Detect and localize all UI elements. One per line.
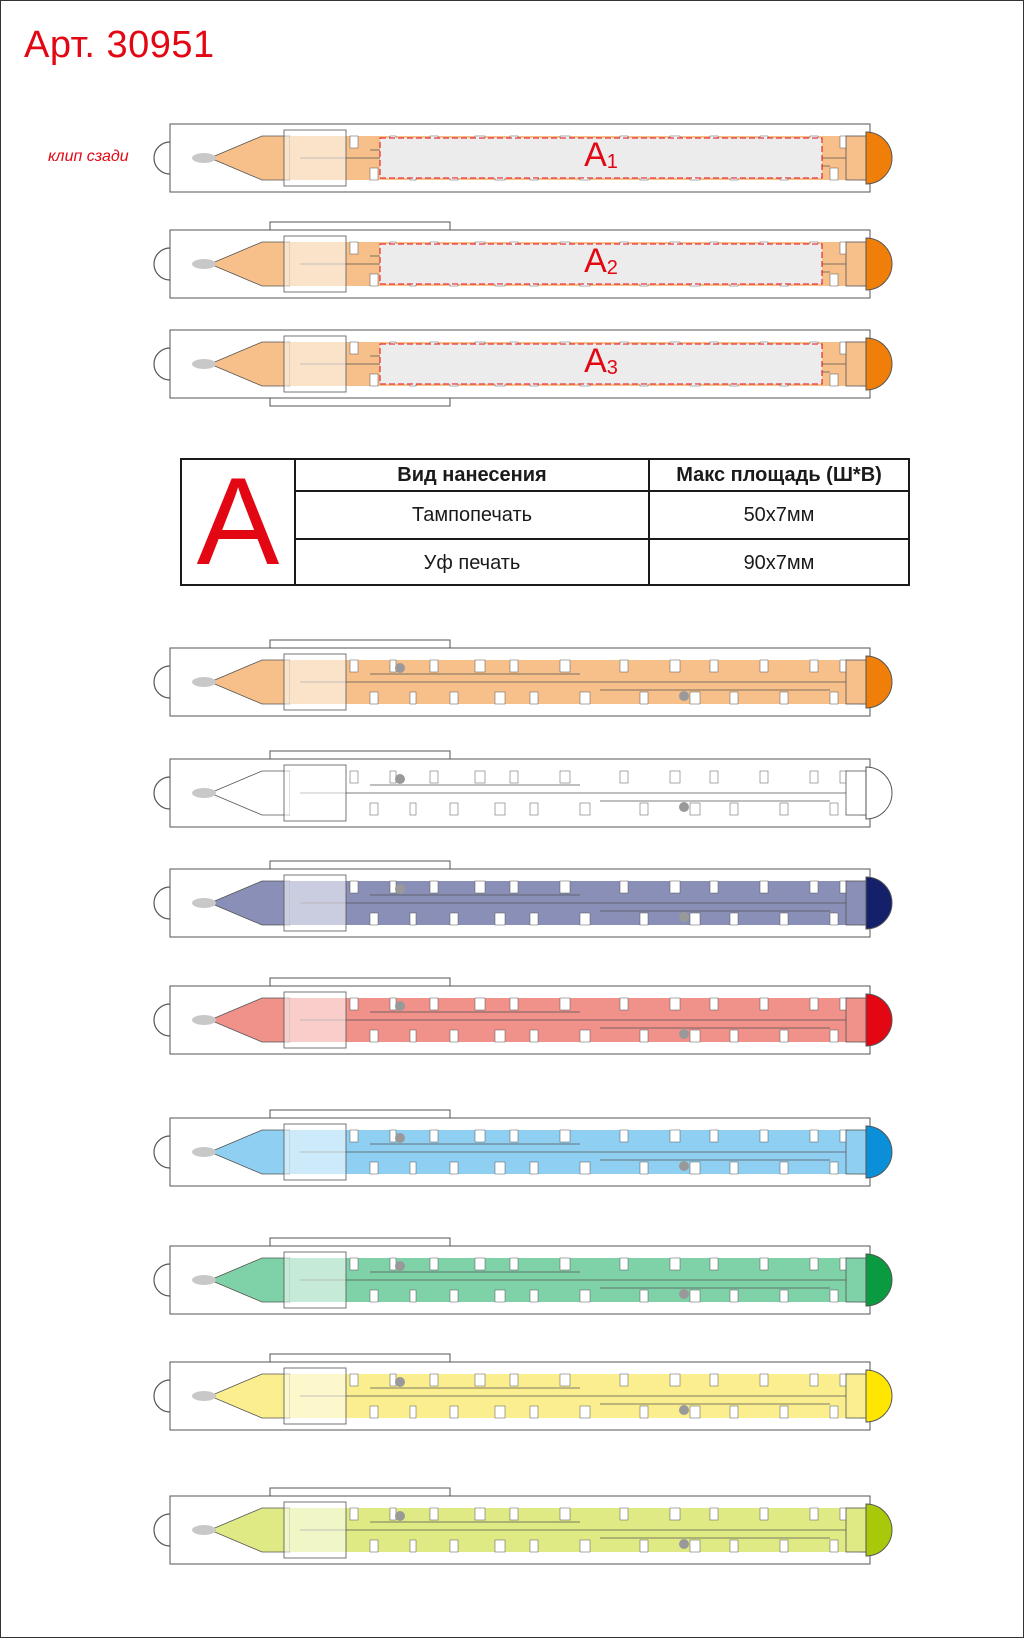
maze-gap — [495, 1290, 505, 1302]
pen-variant-yellow — [150, 1344, 940, 1448]
maze-gap — [530, 1406, 538, 1418]
maze-gap — [510, 1508, 518, 1520]
maze-gap — [370, 168, 378, 180]
row-method-pad-print: Тампопечать — [296, 491, 649, 539]
maze-gap — [710, 1258, 718, 1270]
pen-clip — [270, 398, 450, 406]
pen-print-area-2 — [150, 212, 940, 316]
pen-grip-window — [284, 336, 346, 392]
pen-print-area-1 — [150, 106, 940, 210]
maze-gap — [730, 803, 738, 815]
maze-gap — [830, 692, 838, 704]
pen-end-loop — [154, 666, 170, 698]
maze-gap — [640, 913, 648, 925]
pen-clip — [270, 861, 450, 869]
maze-gap — [430, 660, 438, 672]
pen-end-loop — [154, 142, 170, 174]
maze-gap — [620, 881, 628, 893]
pen-end-loop — [154, 887, 170, 919]
maze-ball — [679, 691, 689, 701]
maze-gap — [475, 1374, 485, 1386]
maze-gap — [410, 913, 416, 925]
maze-gap — [730, 1290, 738, 1302]
print-method-table — [180, 453, 910, 591]
maze-gap — [510, 1130, 518, 1142]
print-area-label-3: $A_3$ — [584, 342, 618, 380]
pen-tip — [192, 788, 216, 798]
maze-ball — [679, 1405, 689, 1415]
maze-gap — [450, 1030, 458, 1042]
maze-gap — [730, 913, 738, 925]
maze-gap — [410, 1406, 416, 1418]
maze-gap — [430, 1258, 438, 1270]
maze-gap — [670, 1258, 680, 1270]
maze-gap — [830, 1030, 838, 1042]
maze-gap — [475, 660, 485, 672]
maze-gap — [430, 771, 438, 783]
maze-ball — [395, 884, 405, 894]
maze-gap — [450, 1290, 458, 1302]
pen-grip-window — [284, 992, 346, 1048]
maze-gap — [350, 660, 358, 672]
maze-gap — [410, 1030, 416, 1042]
maze-gap — [430, 1508, 438, 1520]
maze-gap — [730, 1030, 738, 1042]
maze-gap — [690, 1162, 700, 1174]
maze-gap — [830, 1540, 838, 1552]
pen-end-plug — [846, 660, 866, 704]
pen-tip — [192, 153, 216, 163]
maze-gap — [670, 1130, 680, 1142]
maze-gap — [690, 1406, 700, 1418]
maze-gap — [710, 998, 718, 1010]
pen-clip — [270, 222, 450, 230]
maze-gap — [450, 692, 458, 704]
maze-gap — [760, 1508, 768, 1520]
header-max-area: Макс площадь (Ш*В) — [649, 460, 908, 491]
maze-gap — [350, 881, 358, 893]
maze-gap — [620, 998, 628, 1010]
pen-cap — [866, 994, 892, 1046]
maze-gap — [410, 1290, 416, 1302]
pen-tip — [192, 1147, 216, 1157]
maze-gap — [560, 660, 570, 672]
maze-gap — [830, 1162, 838, 1174]
maze-gap — [780, 1290, 788, 1302]
maze-gap — [390, 660, 396, 672]
pen-tip — [192, 1391, 216, 1401]
maze-gap — [350, 136, 358, 148]
maze-gap — [580, 803, 590, 815]
maze-gap — [410, 803, 416, 815]
maze-ball — [395, 1377, 405, 1387]
maze-gap — [620, 771, 628, 783]
maze-gap — [350, 998, 358, 1010]
pen-variant-orange — [150, 630, 940, 734]
maze-gap — [780, 1162, 788, 1174]
pen-clip — [270, 1110, 450, 1118]
maze-gap — [430, 881, 438, 893]
maze-gap — [390, 1130, 396, 1142]
pen-tip — [192, 359, 216, 369]
maze-gap — [495, 913, 505, 925]
pen-cap — [866, 132, 892, 184]
clip-back-note: клип сзади — [48, 148, 129, 165]
maze-gap — [670, 1508, 680, 1520]
pen-grip-window — [284, 1368, 346, 1424]
maze-gap — [830, 374, 838, 386]
maze-gap — [780, 1540, 788, 1552]
pen-cap — [866, 338, 892, 390]
maze-gap — [730, 1540, 738, 1552]
pen-cap — [866, 238, 892, 290]
maze-gap — [450, 1162, 458, 1174]
maze-ball — [679, 802, 689, 812]
pen-cap — [866, 1370, 892, 1422]
maze-gap — [620, 1258, 628, 1270]
maze-gap — [640, 692, 648, 704]
maze-gap — [370, 374, 378, 386]
maze-gap — [640, 1162, 648, 1174]
article-title: Арт. 30951 — [24, 24, 215, 66]
maze-ball — [679, 1161, 689, 1171]
maze-gap — [780, 692, 788, 704]
pen-end-plug — [846, 242, 866, 286]
maze-gap — [370, 1162, 378, 1174]
maze-gap — [760, 1130, 768, 1142]
pen-grip-window — [284, 130, 346, 186]
maze-gap — [670, 1374, 680, 1386]
pen-end-loop — [154, 248, 170, 280]
maze-gap — [430, 1130, 438, 1142]
maze-gap — [560, 1130, 570, 1142]
maze-gap — [450, 803, 458, 815]
maze-gap — [670, 881, 680, 893]
maze-gap — [410, 1162, 416, 1174]
pen-end-loop — [154, 1380, 170, 1412]
pen-end-plug — [846, 1374, 866, 1418]
pen-end-loop — [154, 1264, 170, 1296]
pen-end-loop — [154, 777, 170, 809]
maze-gap — [530, 1290, 538, 1302]
pen-cap — [866, 877, 892, 929]
maze-gap — [495, 1162, 505, 1174]
maze-gap — [510, 660, 518, 672]
row-size-pad-print: 50x7мм — [649, 491, 908, 539]
area-letter: A — [182, 460, 296, 584]
maze-gap — [530, 1162, 538, 1174]
maze-gap — [780, 803, 788, 815]
maze-gap — [530, 692, 538, 704]
pen-end-loop — [154, 1136, 170, 1168]
pen-end-loop — [154, 1514, 170, 1546]
maze-gap — [350, 1508, 358, 1520]
pen-end-plug — [846, 771, 866, 815]
maze-gap — [530, 1030, 538, 1042]
maze-gap — [510, 1374, 518, 1386]
pen-print-area-3 — [150, 312, 940, 416]
maze-gap — [530, 1540, 538, 1552]
pen-end-plug — [846, 136, 866, 180]
maze-gap — [710, 660, 718, 672]
maze-gap — [475, 1130, 485, 1142]
maze-gap — [475, 1258, 485, 1270]
maze-gap — [370, 692, 378, 704]
maze-gap — [760, 998, 768, 1010]
pen-tip — [192, 259, 216, 269]
maze-gap — [640, 1030, 648, 1042]
maze-gap — [780, 1406, 788, 1418]
maze-gap — [495, 1406, 505, 1418]
maze-gap — [710, 771, 718, 783]
maze-gap — [810, 1258, 818, 1270]
maze-gap — [510, 1258, 518, 1270]
pen-clip — [270, 1488, 450, 1496]
pen-tip — [192, 1015, 216, 1025]
maze-gap — [350, 342, 358, 354]
maze-gap — [495, 1540, 505, 1552]
maze-gap — [530, 803, 538, 815]
pen-grip-window — [284, 236, 346, 292]
maze-gap — [710, 881, 718, 893]
maze-gap — [580, 1406, 590, 1418]
maze-gap — [530, 913, 538, 925]
maze-gap — [830, 803, 838, 815]
pen-grip-window — [284, 1124, 346, 1180]
pen-cap — [866, 1254, 892, 1306]
row-method-uv-print: Уф печать — [296, 539, 649, 586]
maze-gap — [510, 881, 518, 893]
maze-gap — [730, 1162, 738, 1174]
maze-gap — [350, 771, 358, 783]
maze-gap — [690, 803, 700, 815]
maze-gap — [640, 803, 648, 815]
maze-gap — [640, 1290, 648, 1302]
pen-grip-window — [284, 765, 346, 821]
maze-gap — [810, 1374, 818, 1386]
maze-gap — [390, 1374, 396, 1386]
pen-cap — [866, 1504, 892, 1556]
maze-gap — [370, 274, 378, 286]
pen-cap — [866, 767, 892, 819]
maze-gap — [810, 881, 818, 893]
maze-gap — [475, 881, 485, 893]
maze-gap — [830, 274, 838, 286]
maze-gap — [690, 1540, 700, 1552]
maze-gap — [495, 692, 505, 704]
print-area-label-2: $A_2$ — [584, 242, 618, 280]
maze-gap — [495, 1030, 505, 1042]
maze-gap — [390, 1258, 396, 1270]
maze-gap — [580, 692, 590, 704]
maze-gap — [690, 1030, 700, 1042]
maze-gap — [710, 1374, 718, 1386]
maze-gap — [670, 771, 680, 783]
method-table-grid — [296, 460, 908, 586]
pen-variant-white — [150, 741, 940, 845]
row-size-uv-print: 90x7мм — [649, 539, 908, 586]
maze-gap — [580, 913, 590, 925]
maze-gap — [620, 1374, 628, 1386]
maze-gap — [760, 1374, 768, 1386]
maze-ball — [679, 1289, 689, 1299]
maze-gap — [640, 1406, 648, 1418]
maze-gap — [780, 1030, 788, 1042]
pen-variant-navy — [150, 851, 940, 955]
maze-gap — [510, 998, 518, 1010]
pen-grip-window — [284, 875, 346, 931]
pen-grip-window — [284, 1252, 346, 1308]
maze-gap — [580, 1162, 590, 1174]
pen-end-plug — [846, 1258, 866, 1302]
pen-cap — [866, 1126, 892, 1178]
pen-variant-blue — [150, 1100, 940, 1204]
maze-gap — [370, 913, 378, 925]
maze-gap — [370, 1290, 378, 1302]
maze-gap — [780, 913, 788, 925]
maze-gap — [810, 1508, 818, 1520]
pen-tip — [192, 1275, 216, 1285]
header-method: Вид нанесения — [296, 460, 649, 491]
maze-gap — [620, 660, 628, 672]
maze-gap — [495, 803, 505, 815]
maze-gap — [670, 998, 680, 1010]
maze-gap — [730, 1406, 738, 1418]
maze-gap — [370, 1030, 378, 1042]
maze-gap — [710, 1130, 718, 1142]
pen-end-plug — [846, 998, 866, 1042]
maze-gap — [830, 1406, 838, 1418]
maze-gap — [690, 1290, 700, 1302]
maze-gap — [430, 998, 438, 1010]
maze-ball — [395, 663, 405, 673]
maze-gap — [350, 1374, 358, 1386]
maze-gap — [640, 1540, 648, 1552]
pen-clip — [270, 978, 450, 986]
maze-gap — [390, 1508, 396, 1520]
maze-ball — [395, 1133, 405, 1143]
pen-clip — [270, 1354, 450, 1362]
maze-gap — [620, 1130, 628, 1142]
maze-gap — [580, 1540, 590, 1552]
maze-gap — [390, 998, 396, 1010]
maze-gap — [670, 660, 680, 672]
pen-cap — [866, 656, 892, 708]
maze-gap — [410, 692, 416, 704]
maze-gap — [730, 692, 738, 704]
print-area-label-1: $A_1$ — [584, 136, 618, 174]
maze-gap — [760, 881, 768, 893]
pen-grip-window — [284, 654, 346, 710]
pen-clip — [270, 640, 450, 648]
maze-gap — [760, 1258, 768, 1270]
pen-end-plug — [846, 1130, 866, 1174]
maze-ball — [395, 774, 405, 784]
pen-end-plug — [846, 1508, 866, 1552]
pen-grip-window — [284, 1502, 346, 1558]
maze-gap — [760, 771, 768, 783]
maze-gap — [560, 1508, 570, 1520]
maze-gap — [430, 1374, 438, 1386]
maze-ball — [679, 1029, 689, 1039]
maze-gap — [370, 1406, 378, 1418]
maze-gap — [710, 1508, 718, 1520]
pen-end-plug — [846, 881, 866, 925]
maze-gap — [830, 1290, 838, 1302]
maze-gap — [830, 168, 838, 180]
maze-ball — [679, 1539, 689, 1549]
maze-ball — [395, 1001, 405, 1011]
pen-variant-red — [150, 968, 940, 1072]
pen-end-plug — [846, 342, 866, 386]
maze-gap — [810, 998, 818, 1010]
pen-clip — [270, 1238, 450, 1246]
maze-gap — [370, 803, 378, 815]
maze-gap — [390, 881, 396, 893]
maze-gap — [510, 771, 518, 783]
maze-gap — [560, 881, 570, 893]
maze-gap — [350, 1258, 358, 1270]
maze-gap — [450, 1406, 458, 1418]
maze-gap — [370, 1540, 378, 1552]
maze-gap — [830, 913, 838, 925]
maze-gap — [350, 1130, 358, 1142]
maze-gap — [350, 242, 358, 254]
maze-gap — [580, 1030, 590, 1042]
pen-tip — [192, 898, 216, 908]
maze-ball — [395, 1511, 405, 1521]
pen-tip — [192, 677, 216, 687]
maze-gap — [475, 998, 485, 1010]
maze-gap — [760, 660, 768, 672]
maze-gap — [475, 771, 485, 783]
maze-gap — [620, 1508, 628, 1520]
maze-gap — [690, 913, 700, 925]
maze-gap — [560, 771, 570, 783]
maze-gap — [450, 913, 458, 925]
maze-gap — [690, 692, 700, 704]
pen-clip — [270, 751, 450, 759]
maze-gap — [810, 1130, 818, 1142]
pen-tip — [192, 1525, 216, 1535]
pen-variant-lime — [150, 1478, 940, 1582]
maze-gap — [560, 998, 570, 1010]
maze-gap — [390, 771, 396, 783]
maze-gap — [810, 660, 818, 672]
maze-gap — [560, 1374, 570, 1386]
pen-variant-green — [150, 1228, 940, 1332]
maze-gap — [450, 1540, 458, 1552]
maze-gap — [410, 1540, 416, 1552]
pen-end-loop — [154, 1004, 170, 1036]
maze-gap — [475, 1508, 485, 1520]
maze-ball — [395, 1261, 405, 1271]
maze-ball — [679, 912, 689, 922]
maze-gap — [810, 771, 818, 783]
maze-gap — [580, 1290, 590, 1302]
maze-gap — [560, 1258, 570, 1270]
pen-end-loop — [154, 348, 170, 380]
